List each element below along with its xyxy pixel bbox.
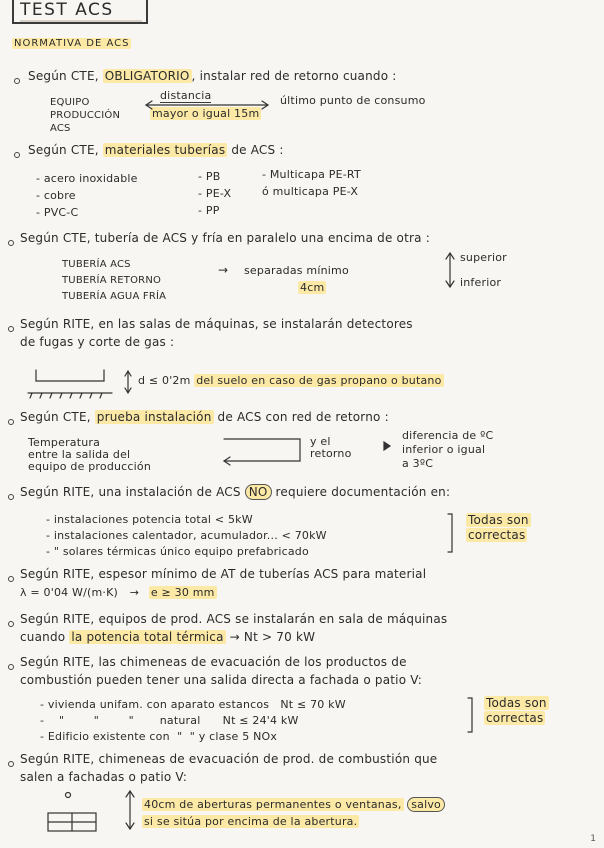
item-6-no: NO bbox=[245, 484, 272, 500]
temp-line-1: Temperatura bbox=[28, 436, 101, 449]
item-3-separadas: separadas mínimo bbox=[244, 264, 349, 277]
item-8-potencia: la potencia total térmica bbox=[71, 630, 224, 644]
item-1-condition: mayor o igual 15m bbox=[152, 107, 260, 120]
item-4-line1: Según RITE, en las salas de máquinas, se instalarán detectores bbox=[20, 317, 413, 331]
distance-arrow-icon bbox=[125, 371, 131, 393]
bracket-icon bbox=[448, 514, 452, 552]
pipe-retorno: TUBERÍA RETORNO bbox=[62, 275, 162, 286]
item-2-rest: de ACS : bbox=[231, 143, 284, 157]
window-sketch-icon bbox=[48, 793, 96, 832]
item-6-intro: Según RITE, una instalación de ACS bbox=[20, 485, 241, 499]
item-1-end: último punto de consumo bbox=[280, 94, 426, 107]
item-10-cm: 40cm de aberturas permanentes o ventanas, bbox=[144, 798, 402, 811]
item-7-lambda: λ = 0'04 W/(m·K) bbox=[20, 586, 119, 599]
item-2-materiales: materiales tuberías bbox=[104, 143, 226, 157]
item-5-rest: de ACS con red de retorno : bbox=[217, 410, 389, 424]
chimney-case-2: - " " " natural Nt ≤ 24'4 kW bbox=[40, 714, 299, 727]
doc-exception-1: - instalaciones potencia total < 5kW bbox=[46, 513, 253, 526]
chimney-case-3: - Edificio existente con " " y clase 5 NOx bbox=[40, 730, 278, 743]
item-9-todas-line1: Todas son bbox=[486, 696, 547, 710]
item-5-intro: Según CTE, bbox=[20, 410, 91, 424]
diff-line-2: inferior o igual bbox=[402, 443, 486, 456]
vertical-arrow-icon bbox=[126, 791, 134, 829]
item-9-line1: Según RITE, las chimeneas de evacuación de los productos de bbox=[20, 655, 407, 669]
equipo-line-1: EQUIPO bbox=[50, 97, 90, 108]
item-5-prueba: prueba instalación bbox=[96, 410, 212, 424]
item-9-todas-line2: correctas bbox=[486, 711, 544, 725]
material-pb: - PB bbox=[198, 170, 221, 183]
loop-arrow-icon bbox=[224, 439, 300, 465]
item-9-line2: combustión pueden tener una salida directa a fachada o patio V: bbox=[20, 673, 422, 687]
doc-exception-3: - " solares térmicas único equipo prefabricado bbox=[46, 545, 309, 558]
item-4-dist-value: d ≤ 0'2m bbox=[138, 374, 191, 387]
double-arrow-icon bbox=[146, 101, 268, 109]
bracket-icon-2 bbox=[468, 698, 472, 732]
page-title: TEST ACS bbox=[12, 0, 148, 24]
material-pp: - PP bbox=[198, 204, 220, 217]
item-7-e: e ≥ 30 mm bbox=[150, 586, 215, 599]
diff-line-3: a 3ºC bbox=[402, 457, 434, 470]
item-1-rest: , instalar red de retorno cuando : bbox=[191, 69, 397, 83]
item-7-line1: Según RITE, espesor mínimo de AT de tuberías ACS para material bbox=[20, 567, 427, 581]
section-label: NORMATIVA DE ACS bbox=[14, 38, 130, 49]
item-3-arrow: → bbox=[218, 263, 229, 277]
item-3-heading: Según CTE, tubería de ACS y fría en paralelo una encima de otra : bbox=[20, 231, 430, 245]
item-1-intro: Según CTE, bbox=[28, 69, 99, 83]
equipo-line-3: ACS bbox=[50, 123, 71, 134]
chimney-case-1: - vivienda unifam. con aparato estancos Nt ≤ 70 kW bbox=[40, 698, 346, 711]
material-acero: - acero inoxidable bbox=[36, 172, 138, 185]
diff-line-1: diferencia de ºC bbox=[402, 429, 494, 442]
page-number: 1 bbox=[590, 834, 596, 844]
item-1-distancia: distancia bbox=[160, 89, 212, 102]
equipo-line-2: PRODUCCIÓN bbox=[50, 110, 121, 121]
item-3-superior: superior bbox=[460, 251, 507, 264]
item-1-obligatorio: OBLIGATORIO bbox=[104, 69, 190, 83]
item-8-line1: Según RITE, equipos de prod. ACS se instalarán en sala de máquinas bbox=[20, 612, 448, 626]
pipe-acs: TUBERÍA ACS bbox=[62, 259, 131, 270]
item-10-salvo: salvo bbox=[407, 797, 445, 812]
item-4-line2: de fugas y corte de gas : bbox=[20, 335, 175, 349]
item-5-retorno: retorno bbox=[310, 447, 352, 460]
triangle-pointer-icon bbox=[384, 442, 390, 450]
item-7-arrow: → bbox=[129, 586, 140, 599]
temp-line-3: equipo de producción bbox=[28, 460, 152, 473]
item-3-cm: 4cm bbox=[300, 281, 325, 294]
material-pvc: - PVC-C bbox=[36, 206, 79, 219]
item-5-y-el: y el bbox=[310, 435, 331, 448]
doc-exception-2: - instalaciones calentador, acumulador... < 70kW bbox=[46, 529, 327, 542]
item-3-inferior: inferior bbox=[460, 276, 502, 289]
item-10-line4-text: si se sitúa por encima de la abertura. bbox=[144, 815, 358, 828]
item-2-intro: Según CTE, bbox=[28, 143, 99, 157]
item-8-nt: → Nt > 70 kW bbox=[229, 630, 316, 644]
item-6-rest: requiere documentación en: bbox=[275, 485, 451, 499]
item-6-todas-line2: correctas bbox=[468, 528, 526, 542]
item-4-desc: del suelo en caso de gas propano o butano bbox=[196, 374, 442, 387]
material-cobre: - cobre bbox=[36, 189, 76, 202]
pipe-agua-fria: TUBERÍA AGUA FRÍA bbox=[62, 291, 167, 302]
material-pex: - PE-X bbox=[198, 187, 232, 200]
up-down-arrow-icon bbox=[446, 253, 454, 287]
item-8-cuando: cuando bbox=[20, 630, 66, 644]
floor-sketch-icon bbox=[28, 370, 112, 398]
item-10-line2: salen a fachadas o patio V: bbox=[20, 770, 188, 784]
material-multicapa-rt: - Multicapa PE-RT bbox=[262, 168, 361, 181]
item-10-line1: Según RITE, chimeneas de evacuación de prod. de combustión que bbox=[20, 752, 438, 766]
material-multicapa-x: ó multicapa PE-X bbox=[262, 185, 359, 198]
temp-line-2: entre la salida del bbox=[28, 448, 131, 461]
item-6-todas-line1: Todas son bbox=[468, 513, 529, 527]
